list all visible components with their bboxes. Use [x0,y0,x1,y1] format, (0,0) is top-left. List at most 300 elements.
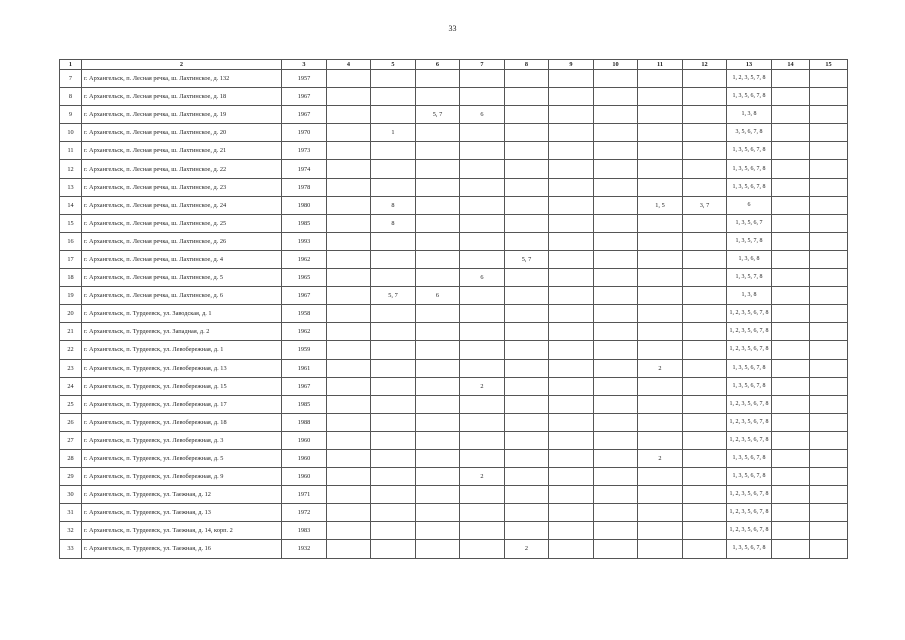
cell-col-14 [772,142,810,160]
cell-col-15 [810,305,848,323]
cell-col-8 [505,232,549,250]
cell-col-15 [810,250,848,268]
table-row [60,449,848,467]
cell-col-12 [683,522,727,540]
cell-col-4 [327,395,371,413]
cell-col-7 [460,124,505,142]
table-row [60,431,848,449]
cell-col-8 [505,124,549,142]
cell-col-10 [594,232,638,250]
column-header-2: 2 [82,60,282,70]
cell-col-5 [371,305,416,323]
cell-col-12 [683,341,727,359]
cell-col-9 [549,413,594,431]
cell-row-number: 26 [60,413,82,431]
cell-build-year: 1961 [282,359,327,377]
column-header-15: 15 [810,60,848,70]
cell-col-6 [416,124,460,142]
cell-col-8 [505,341,549,359]
cell-col-15 [810,377,848,395]
cell-build-year: 1978 [282,178,327,196]
cell-col-13: 3, 5, 6, 7, 8 [727,124,772,142]
cell-col-6 [416,504,460,522]
cell-col-6 [416,178,460,196]
cell-col-8 [505,88,549,106]
cell-col-9 [549,395,594,413]
cell-col-14 [772,196,810,214]
cell-col-6 [416,70,460,88]
cell-col-6 [416,269,460,287]
cell-col-12 [683,359,727,377]
cell-address: г. Архангельск, п. Лесная речка, ш. Лахтинское, д. 5 [82,269,282,287]
cell-col-13: 1, 2, 3, 5, 6, 7, 8 [727,522,772,540]
cell-col-15 [810,486,848,504]
column-header-6: 6 [416,60,460,70]
cell-col-5 [371,377,416,395]
cell-col-9 [549,178,594,196]
cell-col-8 [505,70,549,88]
cell-col-12 [683,504,727,522]
cell-col-10 [594,468,638,486]
cell-col-10 [594,287,638,305]
cell-row-number: 18 [60,269,82,287]
cell-col-12: 3, 7 [683,196,727,214]
table-row [60,214,848,232]
cell-col-15 [810,468,848,486]
table-row [60,178,848,196]
cell-col-15 [810,431,848,449]
cell-col-12 [683,431,727,449]
cell-col-10 [594,377,638,395]
cell-col-14 [772,486,810,504]
cell-col-12 [683,250,727,268]
cell-col-6 [416,413,460,431]
cell-col-8 [505,305,549,323]
cell-col-11 [638,504,683,522]
cell-col-13: 1, 3, 5, 6, 7, 8 [727,160,772,178]
cell-col-13: 1, 3, 5, 6, 7, 8 [727,468,772,486]
cell-build-year: 1967 [282,88,327,106]
cell-build-year: 1993 [282,232,327,250]
cell-col-11 [638,486,683,504]
cell-col-10 [594,323,638,341]
cell-col-11 [638,214,683,232]
cell-col-11: 2 [638,359,683,377]
cell-col-6 [416,214,460,232]
cell-col-12 [683,449,727,467]
cell-col-12 [683,413,727,431]
cell-col-14 [772,269,810,287]
cell-col-10 [594,504,638,522]
cell-build-year: 1962 [282,323,327,341]
cell-col-10 [594,250,638,268]
cell-col-6 [416,522,460,540]
cell-build-year: 1960 [282,449,327,467]
cell-row-number: 31 [60,504,82,522]
cell-col-4 [327,377,371,395]
cell-col-8 [505,377,549,395]
cell-col-6 [416,449,460,467]
cell-col-14 [772,214,810,232]
cell-col-7 [460,160,505,178]
cell-col-15 [810,232,848,250]
cell-col-6 [416,323,460,341]
cell-col-14 [772,323,810,341]
cell-col-5 [371,413,416,431]
cell-col-4 [327,214,371,232]
cell-col-15 [810,106,848,124]
cell-col-5 [371,540,416,558]
cell-col-5 [371,431,416,449]
cell-col-12 [683,395,727,413]
cell-col-4 [327,341,371,359]
cell-col-11 [638,413,683,431]
cell-col-5 [371,395,416,413]
cell-row-number: 12 [60,160,82,178]
cell-row-number: 32 [60,522,82,540]
cell-col-12 [683,124,727,142]
column-header-9: 9 [549,60,594,70]
cell-col-9 [549,269,594,287]
cell-col-8 [505,323,549,341]
cell-col-4 [327,196,371,214]
cell-col-7 [460,486,505,504]
cell-col-13: 1, 2, 3, 5, 6, 7, 8 [727,395,772,413]
cell-col-9 [549,70,594,88]
header-row [60,60,848,70]
cell-address: г. Архангельск, п. Турдеевск, ул. Западная, д. 2 [82,323,282,341]
table-row [60,486,848,504]
cell-col-6 [416,377,460,395]
cell-col-9 [549,449,594,467]
cell-col-7: 2 [460,377,505,395]
cell-col-12 [683,178,727,196]
cell-col-6 [416,305,460,323]
cell-col-8 [505,395,549,413]
cell-col-5: 8 [371,196,416,214]
cell-col-11 [638,341,683,359]
cell-col-4 [327,70,371,88]
cell-col-6 [416,359,460,377]
cell-col-15 [810,142,848,160]
cell-row-number: 27 [60,431,82,449]
cell-row-number: 23 [60,359,82,377]
cell-col-12 [683,70,727,88]
cell-col-10 [594,142,638,160]
table-row [60,377,848,395]
cell-col-14 [772,305,810,323]
cell-address: г. Архангельск, п. Турдеевск, ул. Заводская, д. 1 [82,305,282,323]
cell-col-5 [371,106,416,124]
cell-col-11 [638,269,683,287]
cell-col-12 [683,106,727,124]
cell-row-number: 10 [60,124,82,142]
cell-col-12 [683,232,727,250]
cell-col-8 [505,468,549,486]
cell-col-13: 1, 3, 5, 6, 7, 8 [727,540,772,558]
housing-registry-table [59,59,848,559]
cell-col-14 [772,106,810,124]
cell-col-4 [327,323,371,341]
cell-col-8 [505,142,549,160]
cell-col-10 [594,486,638,504]
cell-col-5 [371,468,416,486]
table-row [60,522,848,540]
cell-address: г. Архангельск, п. Лесная речка, ш. Лахтинское, д. 22 [82,160,282,178]
cell-col-8 [505,214,549,232]
cell-address: г. Архангельск, п. Лесная речка, ш. Лахтинское, д. 23 [82,178,282,196]
cell-col-11 [638,395,683,413]
cell-col-5: 8 [371,214,416,232]
cell-col-11 [638,250,683,268]
cell-col-5 [371,88,416,106]
cell-col-12 [683,214,727,232]
cell-col-15 [810,522,848,540]
cell-col-4 [327,522,371,540]
cell-row-number: 21 [60,323,82,341]
cell-col-4 [327,178,371,196]
cell-col-5 [371,232,416,250]
cell-col-7 [460,540,505,558]
cell-col-10 [594,106,638,124]
cell-col-4 [327,269,371,287]
cell-address: г. Архангельск, п. Турдеевск, ул. Левобережная, д. 17 [82,395,282,413]
cell-col-8 [505,160,549,178]
cell-col-13: 1, 2, 3, 5, 6, 7, 8 [727,413,772,431]
cell-col-15 [810,341,848,359]
cell-col-8: 5, 7 [505,250,549,268]
cell-address: г. Архангельск, п. Турдеевск, ул. Левобережная, д. 5 [82,449,282,467]
cell-address: г. Архангельск, п. Турдеевск, ул. Таежная, д. 14, корп. 2 [82,522,282,540]
cell-col-10 [594,196,638,214]
cell-col-4 [327,232,371,250]
cell-col-15 [810,214,848,232]
table-header [60,60,848,70]
cell-col-6 [416,341,460,359]
cell-col-12 [683,287,727,305]
cell-col-8 [505,196,549,214]
cell-col-9 [549,341,594,359]
cell-col-5 [371,341,416,359]
cell-col-5 [371,323,416,341]
cell-col-7: 6 [460,269,505,287]
cell-col-6 [416,250,460,268]
cell-col-7 [460,70,505,88]
cell-col-6 [416,232,460,250]
cell-col-13: 1, 2, 3, 5, 6, 7, 8 [727,504,772,522]
cell-col-7 [460,323,505,341]
cell-col-15 [810,70,848,88]
cell-col-14 [772,287,810,305]
cell-row-number: 13 [60,178,82,196]
cell-build-year: 1988 [282,413,327,431]
cell-col-14 [772,413,810,431]
cell-col-12 [683,323,727,341]
column-header-7: 7 [460,60,505,70]
cell-row-number: 8 [60,88,82,106]
cell-address: г. Архангельск, п. Турдеевск, ул. Левобережная, д. 13 [82,359,282,377]
cell-address: г. Архангельск, п. Турдеевск, ул. Левобережная, д. 18 [82,413,282,431]
cell-col-7 [460,305,505,323]
cell-col-14 [772,395,810,413]
cell-col-4 [327,504,371,522]
cell-col-6: 6 [416,287,460,305]
cell-col-11 [638,377,683,395]
cell-col-14 [772,250,810,268]
cell-col-6: 5, 7 [416,106,460,124]
cell-row-number: 29 [60,468,82,486]
cell-col-6 [416,196,460,214]
cell-col-13: 1, 3, 5, 6, 7, 8 [727,359,772,377]
cell-col-6 [416,88,460,106]
cell-build-year: 1965 [282,269,327,287]
cell-build-year: 1959 [282,341,327,359]
cell-col-11 [638,178,683,196]
cell-col-7 [460,250,505,268]
cell-col-13: 1, 2, 3, 5, 6, 7, 8 [727,305,772,323]
cell-col-14 [772,468,810,486]
cell-col-7 [460,504,505,522]
table-row [60,413,848,431]
cell-col-5 [371,359,416,377]
table-row [60,124,848,142]
cell-col-5 [371,160,416,178]
cell-col-8 [505,504,549,522]
column-header-3: 3 [282,60,327,70]
cell-col-5 [371,250,416,268]
cell-col-12 [683,486,727,504]
cell-col-9 [549,468,594,486]
cell-col-5 [371,504,416,522]
table-row [60,341,848,359]
column-header-1: 1 [60,60,82,70]
cell-col-13: 1, 2, 3, 5, 6, 7, 8 [727,431,772,449]
cell-col-12 [683,269,727,287]
cell-col-4 [327,287,371,305]
cell-row-number: 11 [60,142,82,160]
cell-row-number: 15 [60,214,82,232]
cell-col-13: 1, 3, 5, 7, 8 [727,269,772,287]
cell-col-10 [594,413,638,431]
cell-col-4 [327,124,371,142]
table-row [60,250,848,268]
cell-col-9 [549,305,594,323]
cell-col-12 [683,468,727,486]
cell-col-4 [327,449,371,467]
cell-col-10 [594,214,638,232]
cell-col-9 [549,377,594,395]
cell-row-number: 24 [60,377,82,395]
cell-col-13: 1, 3, 5, 6, 7, 8 [727,377,772,395]
cell-col-12 [683,142,727,160]
cell-col-10 [594,395,638,413]
column-header-11: 11 [638,60,683,70]
cell-col-6 [416,395,460,413]
cell-col-9 [549,504,594,522]
table-row [60,323,848,341]
cell-col-14 [772,522,810,540]
column-header-10: 10 [594,60,638,70]
cell-col-12 [683,305,727,323]
cell-col-5 [371,142,416,160]
cell-col-6 [416,468,460,486]
cell-col-15 [810,359,848,377]
cell-col-15 [810,196,848,214]
table-row [60,106,848,124]
column-header-5: 5 [371,60,416,70]
cell-col-13: 1, 3, 5, 6, 7, 8 [727,142,772,160]
cell-col-6 [416,486,460,504]
cell-col-11 [638,160,683,178]
cell-address: г. Архангельск, п. Турдеевск, ул. Левобережная, д. 1 [82,341,282,359]
cell-col-7 [460,341,505,359]
cell-build-year: 1974 [282,160,327,178]
cell-build-year: 1985 [282,214,327,232]
cell-col-10 [594,341,638,359]
cell-address: г. Архангельск, п. Лесная речка, ш. Лахтинское, д. 24 [82,196,282,214]
cell-col-7: 6 [460,106,505,124]
cell-row-number: 28 [60,449,82,467]
cell-address: г. Архангельск, п. Лесная речка, ш. Лахтинское, д. 25 [82,214,282,232]
column-header-4: 4 [327,60,371,70]
cell-col-10 [594,449,638,467]
cell-col-4 [327,540,371,558]
cell-row-number: 22 [60,341,82,359]
cell-col-4 [327,431,371,449]
cell-col-4 [327,142,371,160]
cell-col-4 [327,106,371,124]
cell-col-8 [505,106,549,124]
cell-col-14 [772,504,810,522]
cell-address: г. Архангельск, п. Лесная речка, ш. Лахтинское, д. 20 [82,124,282,142]
cell-col-9 [549,250,594,268]
cell-address: г. Архангельск, п. Турдеевск, ул. Левобережная, д. 15 [82,377,282,395]
cell-col-7 [460,196,505,214]
cell-col-10 [594,431,638,449]
cell-row-number: 30 [60,486,82,504]
cell-col-8: 2 [505,540,549,558]
cell-row-number: 33 [60,540,82,558]
table-row [60,468,848,486]
cell-col-5: 1 [371,124,416,142]
table-row [60,504,848,522]
cell-col-14 [772,540,810,558]
page-number: 33 [448,24,457,33]
cell-col-15 [810,160,848,178]
table-body [60,70,848,559]
cell-col-10 [594,359,638,377]
cell-col-13: 1, 3, 5, 6, 7, 8 [727,449,772,467]
cell-col-15 [810,323,848,341]
cell-col-6 [416,160,460,178]
cell-col-14 [772,70,810,88]
cell-col-9 [549,323,594,341]
cell-row-number: 17 [60,250,82,268]
cell-build-year: 1971 [282,486,327,504]
cell-col-7: 2 [460,468,505,486]
cell-col-6 [416,540,460,558]
cell-col-12 [683,377,727,395]
cell-col-10 [594,160,638,178]
table-row [60,142,848,160]
cell-col-15 [810,124,848,142]
cell-col-8 [505,359,549,377]
cell-build-year: 1958 [282,305,327,323]
cell-row-number: 16 [60,232,82,250]
cell-address: г. Архангельск, п. Турдеевск, ул. Таежная, д. 12 [82,486,282,504]
cell-col-10 [594,178,638,196]
cell-build-year: 1960 [282,431,327,449]
